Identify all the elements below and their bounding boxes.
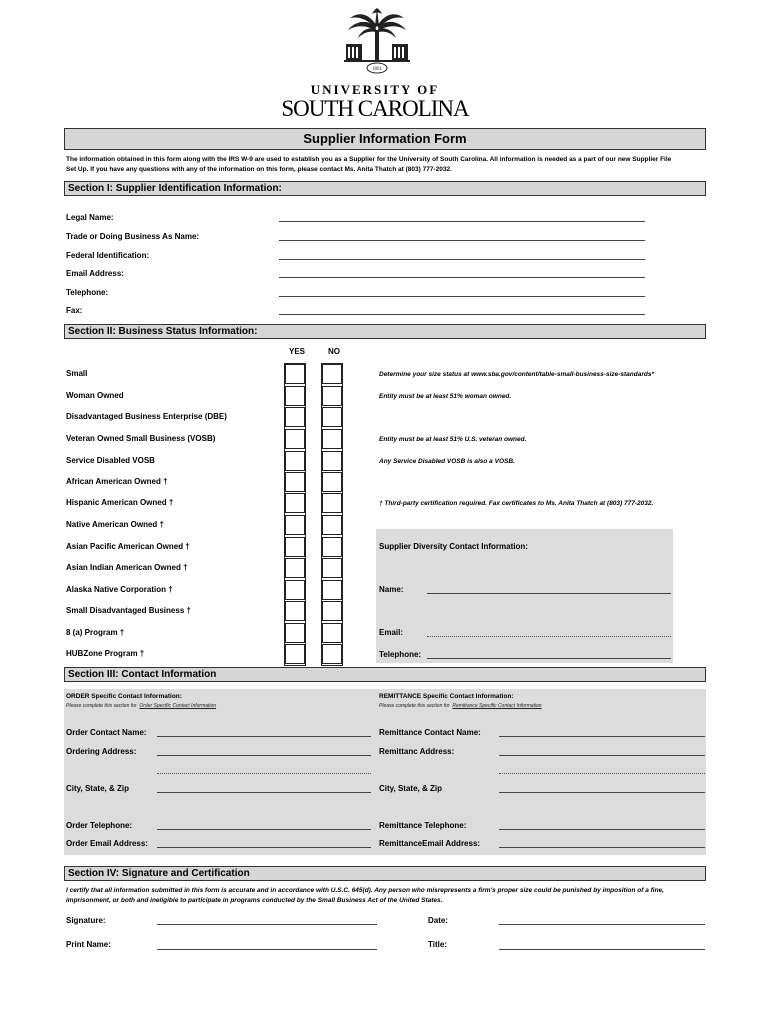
no-checkbox[interactable] bbox=[322, 407, 342, 427]
order-email-input[interactable] bbox=[157, 847, 371, 848]
no-checkbox[interactable] bbox=[322, 644, 342, 664]
remittance-address-line2-input[interactable] bbox=[499, 773, 705, 774]
certification-text-line-1: I certify that all information submitted in this form is accurate and in accordance with U.S.C. 645(d). Any person who misrepresents a firm's proper size could be punished by imposition of a fine, bbox=[66, 887, 664, 894]
yes-checkbox[interactable] bbox=[285, 407, 305, 427]
yes-checkbox[interactable] bbox=[285, 537, 305, 557]
order-telephone-label: Order Telephone: bbox=[66, 821, 133, 830]
remittance-note-prefix: Please complete this section for bbox=[379, 703, 450, 709]
remittance-telephone-label: Remittance Telephone: bbox=[379, 821, 467, 830]
order-heading: ORDER Specific Contact Information: bbox=[66, 693, 182, 700]
yes-checkbox[interactable] bbox=[285, 623, 305, 643]
signature-label: Signature: bbox=[66, 916, 106, 925]
ordering-address-line2-input[interactable] bbox=[157, 773, 371, 774]
diversity-email-label: Email: bbox=[379, 628, 404, 637]
section4-header: Section IV: Signature and Certification bbox=[64, 866, 706, 881]
no-checkbox[interactable] bbox=[322, 386, 342, 406]
status-row-label: Veteran Owned Small Business (VOSB) bbox=[66, 434, 216, 443]
order-contact-name-input[interactable] bbox=[157, 736, 371, 737]
veteran-owned-note: Entity must be at least 51% U.S. veteran owned. bbox=[379, 436, 527, 443]
no-checkbox[interactable] bbox=[322, 493, 342, 513]
dba-name-label: Trade or Doing Business As Name: bbox=[66, 232, 200, 241]
date-input[interactable] bbox=[499, 924, 705, 925]
fax-input[interactable] bbox=[279, 314, 645, 315]
remittance-note bbox=[379, 703, 542, 709]
yes-checkbox[interactable] bbox=[285, 558, 305, 578]
status-row-label: Hispanic American Owned † bbox=[66, 498, 174, 507]
sdvosb-note: Any Service Disabled VOSB is also a VOSB. bbox=[379, 458, 515, 465]
status-row-label: 8 (a) Program † bbox=[66, 628, 125, 637]
logo-university-of: UNIVERSITY OF bbox=[310, 82, 440, 97]
certification-text-line-2: imprisonment, or both and ineligible to participate in programs conducted by the Small Business Act of the United States. bbox=[66, 897, 443, 904]
diversity-telephone-label: Telephone: bbox=[379, 650, 422, 659]
diversity-name-input[interactable] bbox=[427, 593, 671, 594]
legal-name-label: Legal Name: bbox=[66, 213, 114, 222]
yes-checkbox[interactable] bbox=[285, 451, 305, 471]
no-column-header: NO bbox=[328, 347, 340, 356]
yes-checkbox[interactable] bbox=[285, 493, 305, 513]
federal-id-input[interactable] bbox=[279, 259, 645, 260]
yes-checkbox[interactable] bbox=[285, 515, 305, 535]
yes-column-header: YES bbox=[289, 347, 306, 356]
status-row-label: Alaska Native Corporation † bbox=[66, 585, 173, 594]
size-status-note: Determine your size status at www.sba.gov/content/table-small-business-size-standards* bbox=[379, 371, 654, 378]
print-name-label: Print Name: bbox=[66, 940, 111, 949]
date-label: Date: bbox=[428, 916, 449, 925]
usc-logo bbox=[270, 4, 480, 122]
form-title-bar bbox=[64, 128, 706, 150]
diversity-email-input[interactable] bbox=[427, 636, 671, 637]
intro-text-line-1: The information obtained in this form along with the IRS W-9 are used to establish you as a Supplier for the University of South Carolina. All information is needed as a part of our new Supplier File bbox=[66, 156, 672, 163]
status-row-label: Native American Owned † bbox=[66, 520, 164, 529]
signature-input[interactable] bbox=[157, 924, 377, 925]
ordering-address-input[interactable] bbox=[157, 755, 371, 756]
remittance-city-input[interactable] bbox=[499, 792, 705, 793]
title-input[interactable] bbox=[499, 949, 705, 950]
no-checkbox[interactable] bbox=[322, 558, 342, 578]
section2-header: Section II: Business Status Information: bbox=[64, 324, 706, 339]
diversity-telephone-input[interactable] bbox=[427, 658, 671, 659]
no-checkbox[interactable] bbox=[322, 429, 342, 449]
order-telephone-input[interactable] bbox=[157, 829, 371, 830]
section3-header: Section III: Contact Information bbox=[64, 667, 706, 682]
logo-south-carolina: SOUTH CAROLINA bbox=[281, 96, 469, 121]
order-email-label: Order Email Address: bbox=[66, 839, 148, 848]
order-note bbox=[66, 703, 216, 709]
no-checkbox[interactable] bbox=[322, 601, 342, 621]
status-row-label: Small Disadvantaged Business † bbox=[66, 606, 191, 615]
telephone-label: Telephone: bbox=[66, 288, 109, 297]
status-row-label: Service Disabled VOSB bbox=[66, 456, 155, 465]
remittance-contact-name-label: Remittance Contact Name: bbox=[379, 728, 481, 737]
yes-checkbox[interactable] bbox=[285, 429, 305, 449]
third-party-cert-note: † Third-party certification required. Fax certificates to Ms. Anita Thatch at (803) 777-2032. bbox=[379, 500, 654, 507]
yes-checkbox[interactable] bbox=[285, 364, 305, 384]
intro-text-line-2: Set Up. If you have any questions with any of the information on this form, please contact Ms. Anita Thatch at (803) 777-2032. bbox=[66, 166, 452, 173]
palmetto-seal-icon bbox=[342, 4, 412, 76]
remittance-contact-name-input[interactable] bbox=[499, 736, 705, 737]
section1-header: Section I: Supplier Identification Information: bbox=[64, 181, 706, 196]
email-label: Email Address: bbox=[66, 269, 124, 278]
remittance-city-label: City, State, & Zip bbox=[379, 784, 442, 793]
federal-id-label: Federal Identification: bbox=[66, 251, 150, 260]
yes-checkbox[interactable] bbox=[285, 386, 305, 406]
yes-checkbox[interactable] bbox=[285, 472, 305, 492]
remittance-note-link: Remittance Specific Contact Information bbox=[452, 703, 542, 709]
ordering-address-label: Ordering Address: bbox=[66, 747, 137, 756]
status-row-label: Small bbox=[66, 369, 88, 378]
no-checkbox[interactable] bbox=[322, 472, 342, 492]
telephone-input[interactable] bbox=[279, 296, 645, 297]
order-note-prefix: Please complete this section for bbox=[66, 703, 137, 709]
title-label: Title: bbox=[428, 940, 447, 949]
no-checkbox[interactable] bbox=[322, 364, 342, 384]
status-row-label: Asian Indian American Owned † bbox=[66, 563, 188, 572]
fax-label: Fax: bbox=[66, 306, 83, 315]
status-row-label: Woman Owned bbox=[66, 391, 124, 400]
no-checkbox[interactable] bbox=[322, 623, 342, 643]
yes-checkbox[interactable] bbox=[285, 580, 305, 600]
remittance-telephone-input[interactable] bbox=[499, 829, 705, 830]
status-row-label: Disadvantaged Business Enterprise (DBE) bbox=[66, 412, 227, 421]
remittance-address-input[interactable] bbox=[499, 755, 705, 756]
dba-name-input[interactable] bbox=[279, 240, 645, 241]
status-row-label: HUBZone Program † bbox=[66, 649, 145, 658]
remittance-email-label: RemittanceEmail Address: bbox=[379, 839, 481, 848]
status-row-label: Asian Pacific American Owned † bbox=[66, 542, 190, 551]
order-city-input[interactable] bbox=[157, 792, 371, 793]
no-checkbox[interactable] bbox=[322, 580, 342, 600]
no-checkbox[interactable] bbox=[322, 515, 342, 535]
yes-checkbox[interactable] bbox=[285, 601, 305, 621]
order-city-label: City, State, & Zip bbox=[66, 784, 129, 793]
print-name-input[interactable] bbox=[157, 949, 377, 950]
remittance-email-input[interactable] bbox=[499, 847, 705, 848]
status-row-label: African American Owned † bbox=[66, 477, 168, 486]
yes-checkbox[interactable] bbox=[285, 644, 305, 664]
seal-year-text: 1801 bbox=[372, 67, 382, 72]
remittance-address-label: Remittanc Address: bbox=[379, 747, 455, 756]
no-checkbox[interactable] bbox=[322, 451, 342, 471]
no-checkbox[interactable] bbox=[322, 537, 342, 557]
form-title: Supplier Information Form bbox=[303, 131, 467, 146]
diversity-contact-title: Supplier Diversity Contact Information: bbox=[379, 542, 528, 551]
order-note-link: Order Specific Contact Information bbox=[139, 703, 217, 709]
email-input[interactable] bbox=[279, 277, 645, 278]
order-contact-name-label: Order Contact Name: bbox=[66, 728, 147, 737]
legal-name-input[interactable] bbox=[279, 221, 645, 222]
diversity-name-label: Name: bbox=[379, 585, 404, 594]
woman-owned-note: Entity must be at least 51% woman owned. bbox=[379, 393, 512, 400]
remittance-heading: REMITTANCE Specific Contact Information: bbox=[379, 693, 514, 700]
